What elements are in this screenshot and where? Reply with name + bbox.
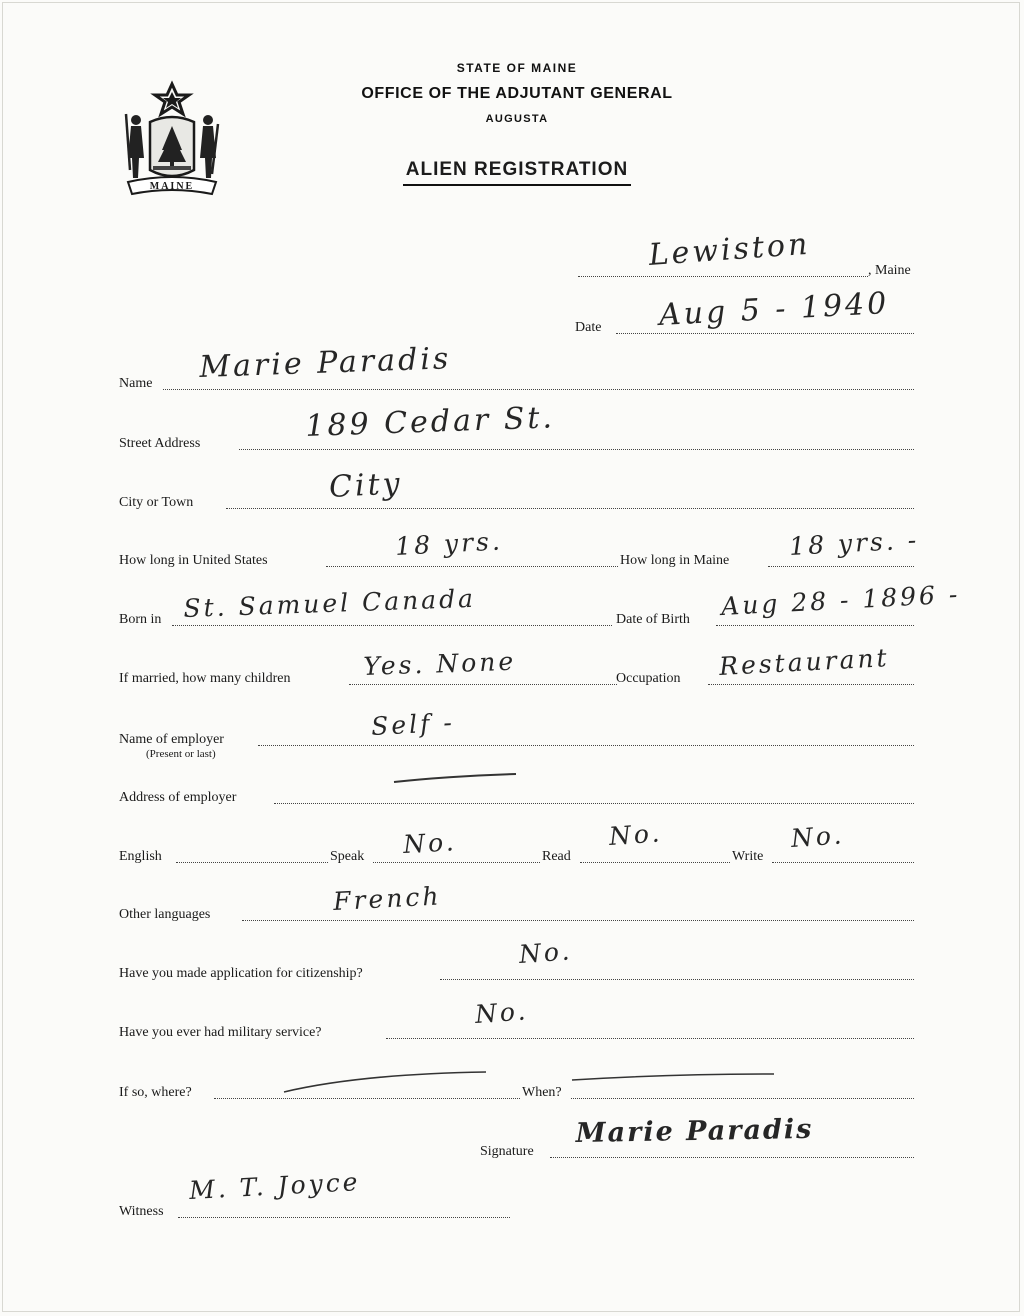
- street-label: Street Address: [119, 436, 201, 451]
- occupation-line: [708, 684, 914, 685]
- dob-line: [716, 625, 914, 626]
- when-stroke: [568, 1070, 778, 1084]
- other-languages-label: Other languages: [119, 907, 211, 922]
- form-title-wrap: [0, 159, 1024, 186]
- citizenship-line: [440, 979, 914, 980]
- employer-address-line: [274, 803, 914, 804]
- other-languages-line: [242, 920, 914, 921]
- form-title: ALIEN REGISTRATION: [403, 159, 631, 186]
- witness-handwriting: M. T. Joyce: [188, 1167, 362, 1205]
- how-long-maine-label: How long in Maine: [620, 553, 730, 568]
- how-long-us-line: [326, 566, 618, 567]
- born-label: Born in: [119, 612, 162, 627]
- city-label: City or Town: [119, 495, 194, 510]
- occupation-label: Occupation: [616, 671, 681, 686]
- signature-line: [550, 1157, 914, 1158]
- married-line: [349, 684, 617, 685]
- speak-handwriting: No.: [402, 827, 458, 859]
- city-line: [226, 508, 914, 509]
- military-label: Have you ever had military service?: [119, 1025, 322, 1040]
- employer-address-stroke: [390, 768, 520, 788]
- where-line: [214, 1098, 520, 1099]
- english-line: [176, 862, 328, 863]
- date-handwriting: Aug 5 - 1940: [658, 285, 891, 333]
- name-line: [163, 389, 914, 390]
- seal-banner-text: MAINE: [149, 181, 195, 192]
- born-handwriting: St. Samuel Canada: [182, 583, 477, 623]
- header-office: OFFICE OF THE ADJUTANT GENERAL: [361, 85, 673, 102]
- born-line: [172, 625, 612, 626]
- occupation-handwriting: Restaurant: [718, 643, 891, 681]
- other-languages-handwriting: French: [332, 881, 443, 916]
- town-handwriting: Lewiston: [647, 226, 812, 273]
- header-city: AUGUSTA: [485, 113, 549, 125]
- where-stroke: [280, 1068, 490, 1096]
- name-label: Name: [119, 376, 153, 391]
- write-line: [772, 862, 914, 863]
- write-label: Write: [732, 849, 764, 864]
- signature-handwriting: Marie Paradis: [575, 1113, 814, 1149]
- witness-line: [178, 1217, 510, 1218]
- married-label: If married, how many children: [119, 671, 291, 686]
- citizenship-label: Have you made application for citizenship?: [119, 966, 363, 981]
- town-line: [578, 276, 868, 277]
- employer-address-label: Address of employer: [119, 790, 237, 805]
- how-long-maine-line: [768, 566, 914, 567]
- write-handwriting: No.: [789, 820, 846, 853]
- military-handwriting: No.: [473, 996, 530, 1029]
- signature-label: Signature: [480, 1144, 534, 1159]
- how-long-maine-handwriting: 18 yrs. -: [788, 525, 920, 561]
- where-label: If so, where?: [119, 1085, 192, 1100]
- street-line: [239, 449, 914, 450]
- how-long-us-handwriting: 18 yrs.: [394, 526, 504, 561]
- read-line: [580, 862, 730, 863]
- witness-label: Witness: [119, 1204, 164, 1219]
- when-line: [571, 1098, 914, 1099]
- speak-line: [373, 862, 540, 863]
- english-label: English: [119, 849, 162, 864]
- dob-label: Date of Birth: [616, 612, 690, 627]
- city-handwriting: City: [328, 466, 404, 505]
- dob-handwriting: Aug 28 - 1896 -: [720, 579, 961, 621]
- date-line: [616, 333, 914, 334]
- employer-line: [258, 745, 914, 746]
- town-suffix-label: , Maine: [868, 263, 911, 278]
- speak-label: Speak: [330, 849, 365, 864]
- date-label: Date: [575, 320, 602, 335]
- military-line: [386, 1038, 914, 1039]
- citizenship-handwriting: No.: [517, 936, 574, 969]
- read-label: Read: [542, 849, 571, 864]
- when-label: When?: [522, 1085, 562, 1100]
- employer-sub-label: (Present or last): [146, 748, 216, 760]
- employer-handwriting: Self -: [370, 707, 456, 741]
- married-handwriting: Yes. None: [362, 646, 517, 681]
- street-handwriting: 189 Cedar St.: [304, 400, 556, 444]
- header-state: STATE OF MAINE: [456, 61, 578, 75]
- employer-label: Name of employer: [119, 732, 224, 747]
- read-handwriting: No.: [607, 818, 664, 851]
- how-long-us-label: How long in United States: [119, 553, 268, 568]
- name-handwriting: Marie Paradis: [198, 341, 452, 385]
